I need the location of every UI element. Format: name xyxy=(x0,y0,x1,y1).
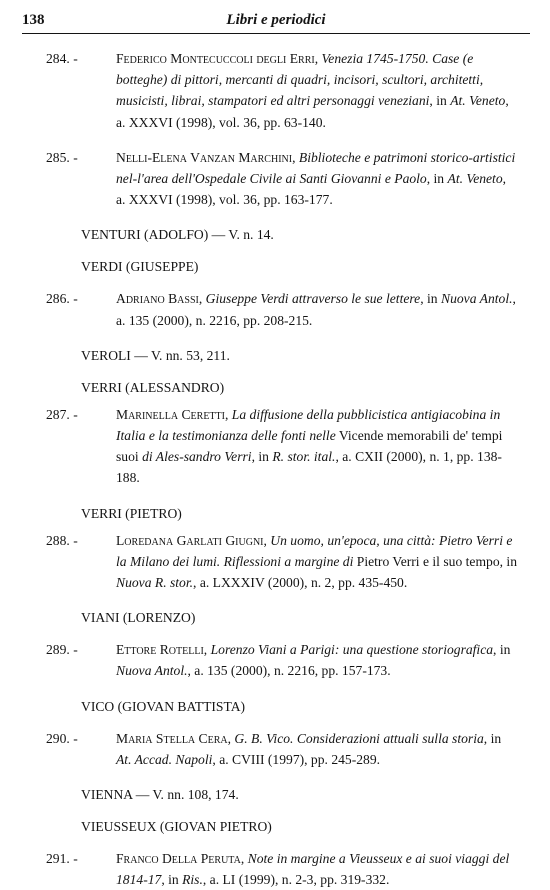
entry-title: G. B. Vico. Considerazioni attuali sulla storia xyxy=(234,730,484,746)
entry-284: 284. - Federico Montecuccoli degli Erri, Venezia 1745-1750. Case (e botteghe) di pittori, mercanti di quadri, incisori, scultori, architetti, musicisti, librai, stampatori ed altri personaggi veneziani, in At. Veneto, a. XXXVI (1998), vol. 36, pp. 63-140. xyxy=(40,48,518,133)
entry-journal: At. Accad. Napoli xyxy=(116,751,213,767)
entry-details: , a. CVIII (1997), pp. 245-289. xyxy=(212,751,381,767)
entry-details: , a. CXII (2000), n. 1, pp. 138-188. xyxy=(116,449,502,486)
entry-number: 284. - xyxy=(46,51,78,66)
entry-number: 285. - xyxy=(46,149,78,165)
entry-details: , a. LXXXIV (2000), n. 2, pp. 435-450. xyxy=(193,575,408,591)
entry-author: Maria Stella Cera xyxy=(116,730,228,746)
entry-author: Ettore Rotelli xyxy=(116,642,204,658)
entry-285: 285. - Nelli-Elena Vanzan Marchini, Biblioteche e patrimoni storico-artistici nel-l'area dell'Ospedale Civile ai Santi Giovanni e Paolo, in At. Veneto, a. XXXVI (1998), vol. 36, pp. 163-177. xyxy=(40,147,518,211)
entry-number: 289. - xyxy=(46,642,78,658)
entry-journal: At. Veneto xyxy=(447,171,503,187)
entry-author: Marinella Ceretti xyxy=(116,406,225,422)
subject-heading: VIANI (LORENZO) xyxy=(81,610,196,626)
entry-in: , in xyxy=(161,872,183,888)
entry-journal: Nuova Antol. xyxy=(116,663,188,679)
subject-heading: VIEUSSEUX (GIOVAN PIETRO) xyxy=(81,819,272,835)
entry-287: 287. - Marinella Ceretti, La diffusione della pubblicistica antigiacobina in Italia e la testimonianza delle fonti nelle Vicende memorabili de' tempi suoi di Ales-sandro Verri, in R. stor. ital., a. CXII (2000), n. 1, pp. 138-188. xyxy=(40,404,518,489)
entry-in: , in xyxy=(420,291,441,307)
entry-details: , a. 135 (2000), n. 2216, pp. 208-215. xyxy=(116,291,516,328)
entry-title: Un uomo, un'epoca, una città: Pietro Verri e la Milano dei lumi. Riflessioni a margine di xyxy=(116,532,513,569)
entry-details: , a. 135 (2000), n. 2216, pp. 157-173. xyxy=(187,663,391,679)
entry-details: , a. LI (1999), n. 2-3, pp. 319-332. xyxy=(202,872,390,888)
subject-heading: VERDI (GIUSEPPE) xyxy=(81,259,199,275)
subject-heading: VICO (GIOVAN BATTISTA) xyxy=(81,698,246,714)
header-rule xyxy=(22,33,530,34)
entry-journal: Ris. xyxy=(182,872,203,888)
entry-journal: R. stor. ital. xyxy=(272,449,336,465)
subject-heading: VERRI (ALESSANDRO) xyxy=(81,379,225,395)
bibliography-list xyxy=(40,48,518,890)
entry-title: Note in margine a Vieusseux e ai suoi viaggi del 1814-17 xyxy=(116,851,510,888)
subject-heading: VIENNA — V. nn. 108, 174. xyxy=(81,787,239,803)
entry-title: Lorenzo Viani a Parigi: una questione storiografica xyxy=(210,642,494,658)
entry-286: 286. - Adriano Bassi, Giuseppe Verdi attraverso le sue lettere, in Nuova Antol., a. 135 (2000), n. 2216, pp. 208-215. xyxy=(40,288,518,330)
page-header xyxy=(22,12,530,32)
entry-title: La diffusione della pubblicistica antigiacobina in Italia e la testimonianza delle fonti nelle xyxy=(116,406,501,444)
entry-title: Biblioteche e patrimoni storico-artistici nel-l'area dell'Ospedale Civile ai Santi Giovanni e Paolo xyxy=(116,149,516,187)
subject-heading: VENTURI (ADOLFO) — V. n. 14. xyxy=(81,227,274,243)
entry-number: 290. - xyxy=(46,730,78,746)
entry-journal: Nuova R. stor. xyxy=(116,575,194,591)
entry-author: Nelli-Elena Vanzan Marchini xyxy=(116,149,293,165)
entry-author: Federico Montecuccoli degli Erri xyxy=(116,51,315,66)
entry-number: 291. - xyxy=(46,851,78,867)
entry-in: , in xyxy=(493,642,511,658)
running-title: Libri e periodici xyxy=(226,12,326,28)
page-number: 138 xyxy=(22,12,45,28)
entry-author: Franco Della Peruta xyxy=(116,851,241,867)
entry-290: 290. - Maria Stella Cera, G. B. Vico. Considerazioni attuali sulla storia, in At. Accad. Napoli, a. CVIII (1997), pp. 245-289. xyxy=(40,728,518,770)
entry-in: , in xyxy=(429,93,451,109)
entry-in: , in xyxy=(426,171,448,187)
subject-heading: VERRI (PIETRO) xyxy=(81,505,182,521)
entry-details: , a. XXXVI (1998), vol. 36, pp. 63-140. xyxy=(116,93,509,130)
entry-title-cont: di Ales-sandro Verri xyxy=(142,449,252,465)
entry-plain-title: Vicende memorabili de' tempi suoi xyxy=(116,428,503,465)
entry-plain-title: Pietro Verri e il suo tempo xyxy=(353,553,500,569)
entry-details: , a. XXXVI (1998), vol. 36, pp. 163-177. xyxy=(116,171,507,208)
entry-in: , in xyxy=(499,553,517,569)
entry-291: 291. - Franco Della Peruta, Note in margine a Vieusseux e ai suoi viaggi del 1814-17, in Ris., a. LI (1999), n. 2-3, pp. 319-332. xyxy=(40,848,518,890)
entry-author: Loredana Garlati Giugni xyxy=(116,532,264,548)
entry-in: , in xyxy=(483,730,502,746)
entry-number: 287. - xyxy=(46,406,78,422)
entry-journal: At. Veneto xyxy=(450,93,506,109)
entry-title: Giuseppe Verdi attraverso le sue lettere xyxy=(205,291,421,307)
entry-author: Adriano Bassi xyxy=(116,291,199,307)
entry-number: 288. - xyxy=(46,532,78,548)
subject-heading: VEROLI — V. nn. 53, 211. xyxy=(81,347,230,363)
entry-289: 289. - Ettore Rotelli, Lorenzo Viani a Parigi: una questione storiografica, in Nuova Antol., a. 135 (2000), n. 2216, pp. 157-173. xyxy=(40,639,518,681)
entry-title: Venezia 1745-1750. Case (e botteghe) di pittori, mercanti di quadri, incisori, scultori, architetti, musicisti, librai, stampatori ed altri personaggi veneziani xyxy=(116,51,484,109)
entry-in: , in xyxy=(251,449,273,465)
entry-number: 286. - xyxy=(46,291,78,307)
entry-288: 288. - Loredana Garlati Giugni, Un uomo, un'epoca, una città: Pietro Verri e la Milano dei lumi. Riflessioni a margine di Pietro Verri e il suo tempo, in Nuova R. stor., a. LXXXIV (2000), n. 2, pp. 435-450. xyxy=(40,530,518,594)
entry-journal: Nuova Antol. xyxy=(441,291,513,307)
